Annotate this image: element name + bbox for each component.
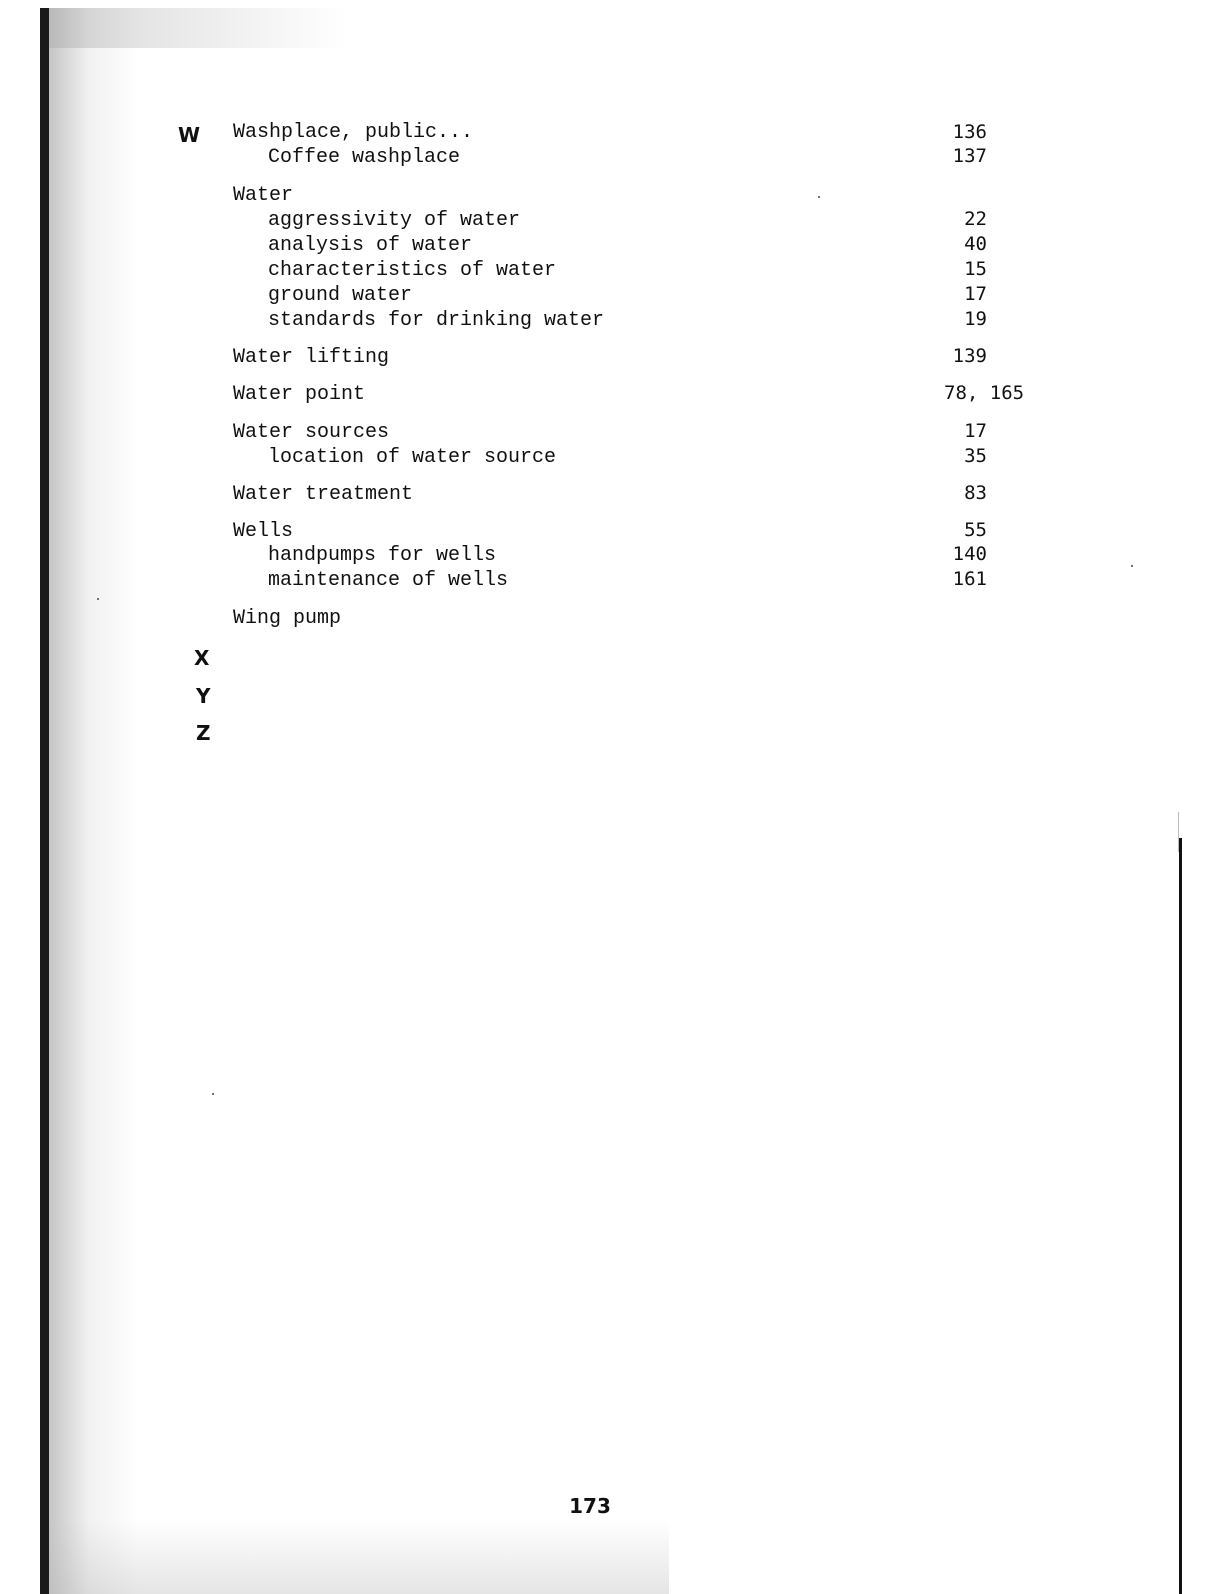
- scan-right-edge: [1179, 838, 1182, 1594]
- index-page-ref: 136: [952, 121, 987, 143]
- index-page-ref: 22: [964, 208, 987, 230]
- scan-shadow-left: [49, 8, 139, 1594]
- index-subentry: characteristics of water: [268, 259, 557, 282]
- index-subentry: ground water: [268, 284, 413, 307]
- index-page-ref: 140: [952, 543, 987, 565]
- index-entry: Water lifting: [233, 346, 390, 369]
- section-letter-y: Y: [196, 684, 211, 708]
- index-subentry: Coffee washplace: [268, 146, 461, 169]
- scan-speck: [818, 196, 820, 198]
- index-page-ref: 83: [964, 482, 987, 504]
- index-page-ref: 55: [964, 519, 987, 541]
- index-subentry: analysis of water: [268, 234, 473, 257]
- index-entry: Water sources: [233, 421, 390, 444]
- index-subentry: standards for drinking water: [268, 309, 605, 332]
- index-entry: Water treatment: [233, 483, 414, 506]
- section-letter-w: W: [178, 123, 201, 147]
- index-page-ref: 35: [964, 445, 987, 467]
- scan-binding-edge: [40, 8, 49, 1594]
- index-subentry: maintenance of wells: [268, 569, 509, 592]
- index-page-ref: 78, 165: [944, 382, 1025, 404]
- scan-speck: [97, 598, 99, 600]
- index-entry: Wells: [233, 520, 294, 543]
- index-page-ref: 40: [964, 233, 987, 255]
- section-letter-x: X: [194, 646, 210, 670]
- index-page-ref: 19: [964, 308, 987, 330]
- index-page-ref: 17: [964, 283, 987, 305]
- index-entry: Water: [233, 184, 294, 207]
- index-entry: Wing pump: [233, 607, 342, 630]
- scan-speck: [212, 1093, 214, 1095]
- index-page-ref: 137: [952, 145, 987, 167]
- index-page-ref: 161: [952, 568, 987, 590]
- page-number: 173: [569, 1494, 611, 1518]
- index-subentry: handpumps for wells: [268, 544, 497, 567]
- index-page-ref: 15: [964, 258, 987, 280]
- scan-speck: [1131, 565, 1133, 567]
- scan-shadow-top: [49, 8, 349, 48]
- index-entry: Water point: [233, 383, 366, 406]
- index-subentry: location of water source: [268, 446, 557, 469]
- index-subentry: aggressivity of water: [268, 209, 521, 232]
- index-page-ref: 17: [964, 420, 987, 442]
- index-entry: Washplace, public...: [233, 121, 474, 144]
- section-letter-z: Z: [196, 721, 211, 745]
- index-page-ref: 139: [952, 345, 987, 367]
- scan-shadow-bottom: [49, 1520, 669, 1594]
